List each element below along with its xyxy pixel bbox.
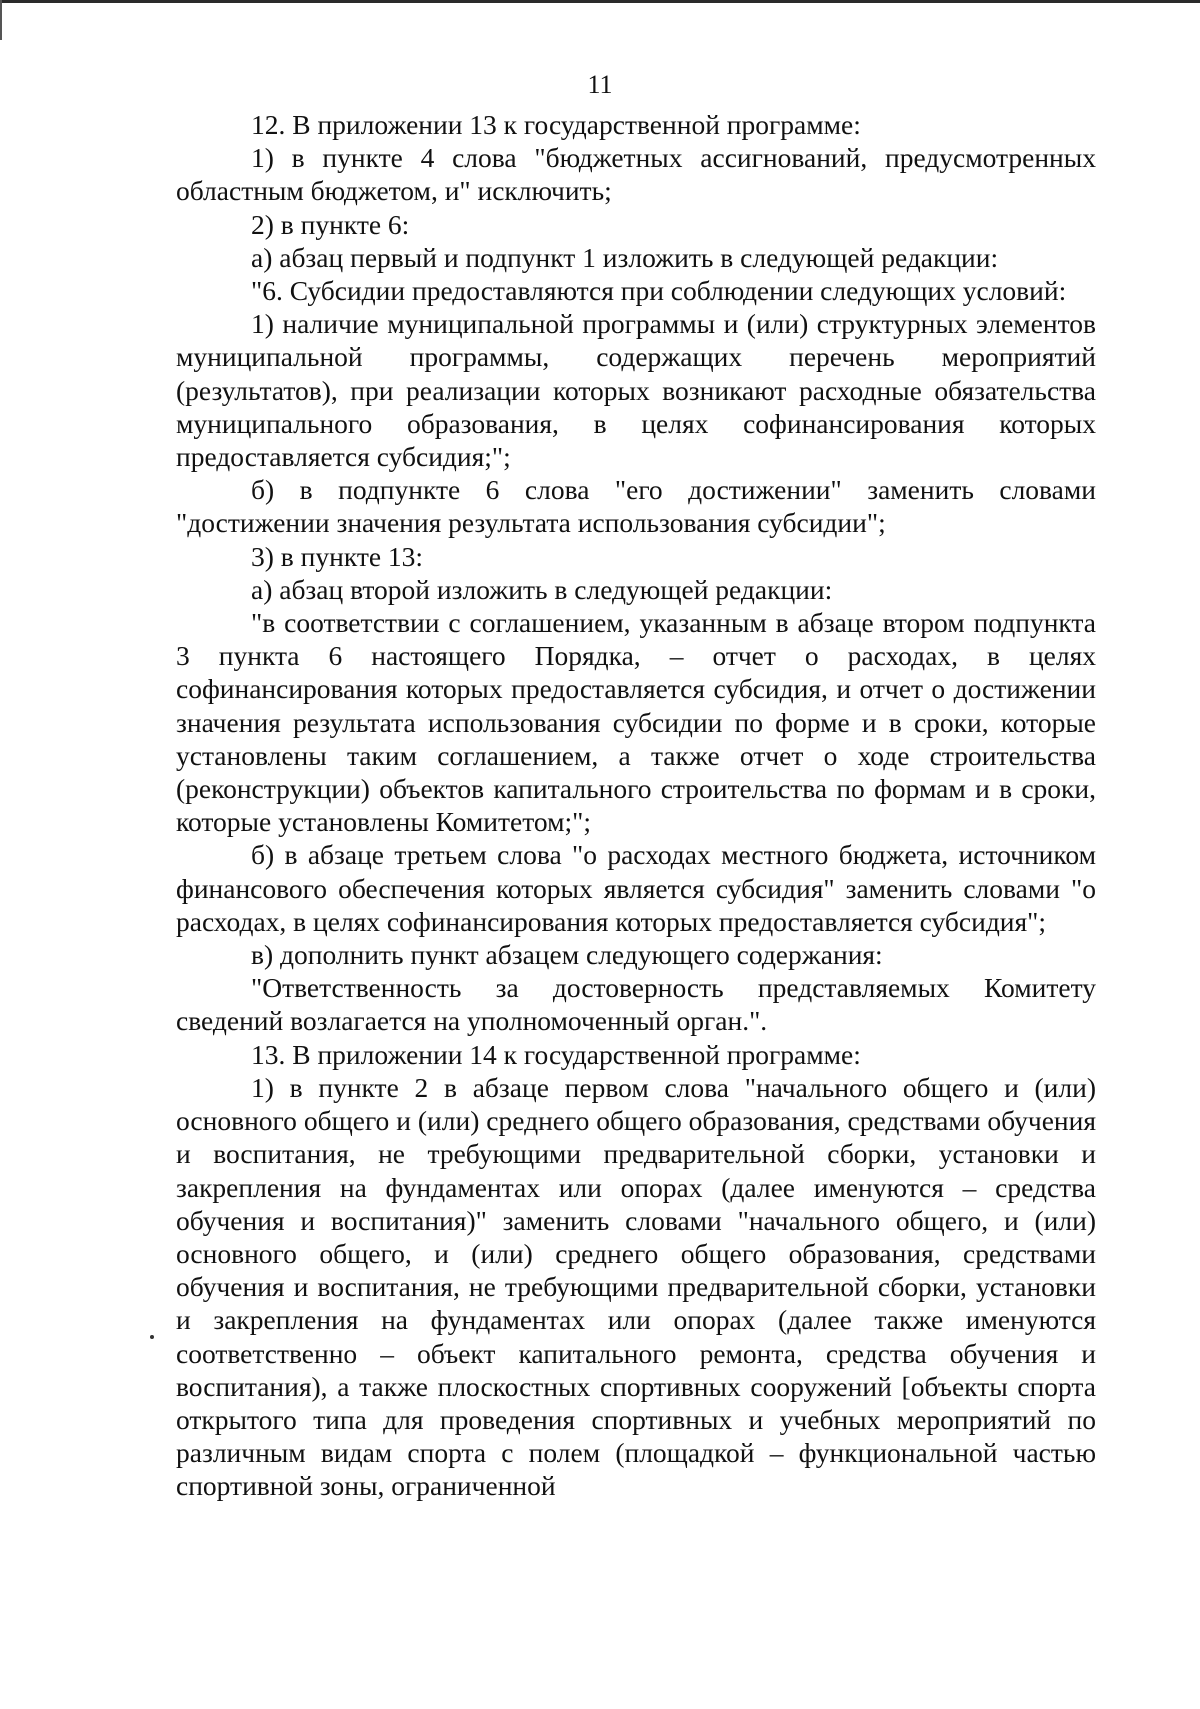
paragraph: б) в подпункте 6 слова "его достижении" заменить словами "достижении значения результата использования субсидии"; — [176, 474, 1096, 539]
document-body — [176, 108, 1096, 1503]
paragraph: 13. В приложении 14 к государственной программе: — [251, 1038, 861, 1070]
paragraph: а) абзац первый и подпункт 1 изложить в следующей редакции: — [251, 241, 999, 273]
paragraph: б) в абзаце третьем слова "о расходах местного бюджета, источником финансового обеспечения которых является субсидия" заменить словами "о расходах, в целях софинансирования которых предоставляется субсидия"; — [176, 839, 1096, 937]
paragraph: 1) в пункте 4 слова "бюджетных ассигнований, предусмотренных областным бюджетом, и" исключить; — [176, 142, 1096, 207]
paragraph: "в соответствии с соглашением, указанным в абзаце втором подпункта 3 пункта 6 настоящего Порядка, – отчет о расходах, в целях софинансирования которых предоставляется субсидия, и отчет о достижении значения результата использования субсидии по форме и в сроки, которые установлены таким соглашением, а также отчет о ходе строительства (реконструкции) объектов капитального строительства по формам и в сроки, которые установлены Комитетом;"; — [176, 607, 1096, 838]
paragraph: 12. В приложении 13 к государственной программе: — [251, 109, 861, 140]
paragraph: 2) в пункте 6: — [251, 208, 410, 240]
paragraph: а) абзац второй изложить в следующей редакции: — [251, 573, 833, 605]
page-number: 11 — [587, 70, 613, 99]
scan-edge-top — [0, 0, 1200, 3]
paragraph: 3) в пункте 13: — [251, 540, 424, 572]
paragraph: "Ответственность за достоверность представляемых Комитету сведений возлагается на уполномоченный орган.". — [176, 972, 1096, 1037]
paragraph: "6. Субсидии предоставляются при соблюдении следующих условий: — [251, 275, 1067, 307]
paragraph: в) дополнить пункт абзацем следующего содержания: — [251, 939, 883, 971]
scan-speck — [150, 1335, 154, 1339]
paragraph: 1) наличие муниципальной программы и (или) структурных элементов муниципальной программы, содержащих перечень мероприятий (результатов), при реализации которых возникают расходные обязательства муниципального образования, в целях софинансирования которых предоставляется субсидия;"; — [176, 308, 1096, 473]
scan-edge-left — [0, 0, 2, 40]
paragraph: 1) в пункте 2 в абзаце первом слова "начального общего и (или) основного общего и (или) среднего общего образования, средствами обучения и воспитания, не требующими предварительной сборки, установки и закрепления на фундаментах или опорах (далее именуются – средства обучения и воспитания)" заменить словами "начального общего, и (или) основного общего, и (или) среднего общего образования, средствами обучения и воспитания, не требующими предварительной сборки, установки и закрепления на фундаментах или опорах (далее также именуются соответственно – объект капитального ремонта, средства обучения и воспитания), а также плоскостных спортивных сооружений [объекты спорта открытого типа для проведения спортивных и учебных мероприятий по различным видам спорта с полем (площадкой – функциональной частью спортивной зоны, ограниченной — [176, 1071, 1096, 1502]
